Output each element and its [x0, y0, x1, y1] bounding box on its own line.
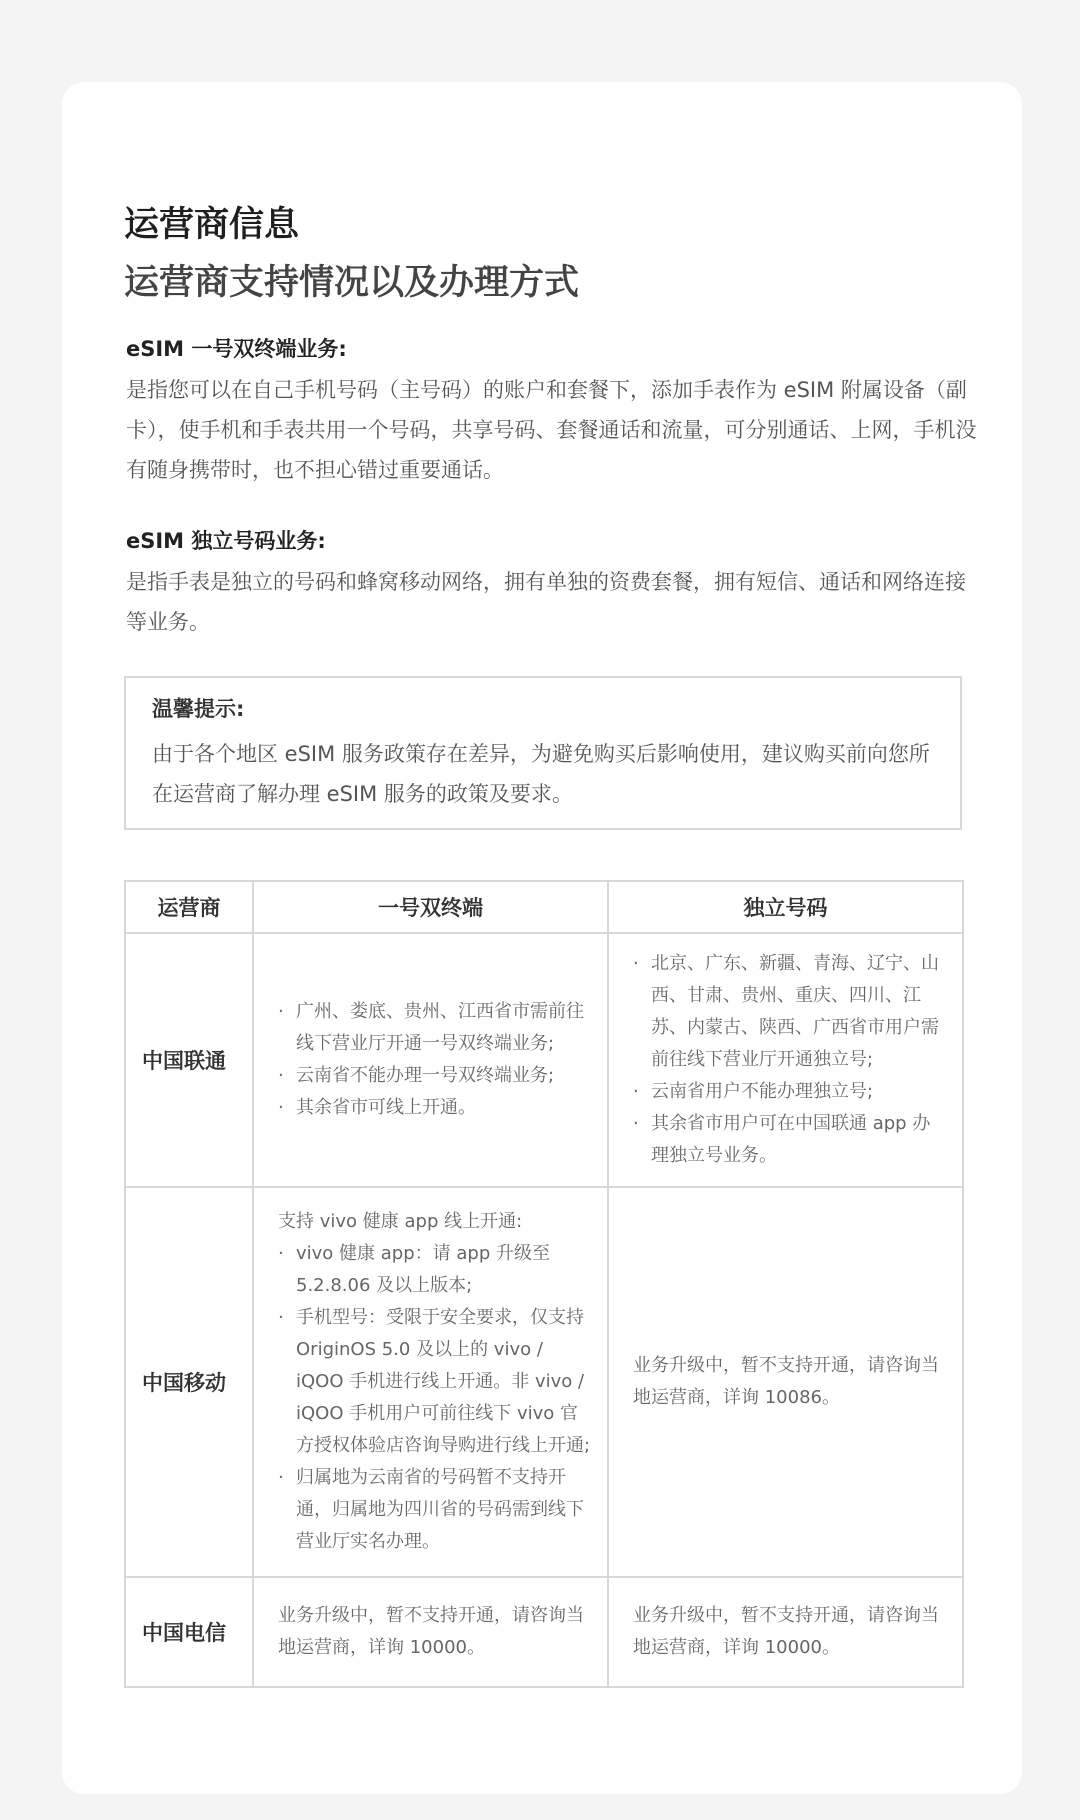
- list-item-text: 云南省用户不能办理独立号;: [651, 1081, 874, 1102]
- bullet: ·: [278, 1097, 284, 1118]
- bullet: ·: [278, 1307, 284, 1328]
- bullet: ·: [278, 1001, 284, 1022]
- dual-terminal-section: [124, 334, 984, 490]
- page-subtitle: 运营商支持情况以及办理方式: [124, 263, 580, 303]
- header-dual-terminal: 一号双终端: [253, 881, 608, 933]
- list-item: [278, 996, 593, 1060]
- unicom-dual-cell: [253, 933, 608, 1187]
- carrier-table: [124, 880, 964, 1688]
- unicom-independent-cell: [608, 933, 963, 1187]
- list-item: [278, 1060, 593, 1092]
- bullet: ·: [633, 953, 639, 974]
- tip-description: 由于各个地区 eSIM 服务政策存在差异，为避免购买后影响使用，建议购买前向您所在运营商了解办理 eSIM 服务的政策及要求。: [152, 742, 930, 806]
- independent-number-heading: eSIM 独立号码业务:: [126, 529, 326, 553]
- carrier-name-telecom: 中国电信: [125, 1577, 253, 1687]
- telecom-dual-cell: 业务升级中，暂不支持开通，请咨询当地运营商，详询 10000。: [253, 1577, 608, 1687]
- header-independent-number: 独立号码: [608, 881, 963, 933]
- list-item: [633, 948, 948, 1076]
- list-item: [278, 1302, 593, 1462]
- content-area: [124, 200, 984, 1688]
- list-item: [633, 1108, 948, 1172]
- table-header-row: [125, 881, 963, 933]
- bullet: ·: [278, 1065, 284, 1086]
- independent-number-description: 是指手表是独立的号码和蜂窝移动网络，拥有单独的资费套餐，拥有短信、通话和网络连接等业务。: [126, 570, 966, 634]
- dual-terminal-heading: eSIM 一号双终端业务:: [126, 337, 347, 361]
- page-title: 运营商信息: [124, 205, 300, 245]
- list-item-text: 北京、广东、新疆、青海、辽宁、山西、甘肃、贵州、重庆、四川、江苏、内蒙古、陕西、广西省市用户需前往线下营业厅开通独立号;: [651, 953, 939, 1070]
- list-item: [633, 1076, 948, 1108]
- list-item: [278, 1092, 593, 1124]
- list-item-text: 广州、娄底、贵州、江西省市需前往线下营业厅开通一号双终端业务;: [296, 1001, 584, 1054]
- dual-terminal-description: 是指您可以在自己手机号码（主号码）的账户和套餐下，添加手表作为 eSIM 附属设备（副卡），使手机和手表共用一个号码，共享号码、套餐通话和流量，可分别通话、上网，手机没有随身携带时，也不担心错过重要通话。: [126, 378, 977, 482]
- telecom-independent-cell: 业务升级中，暂不支持开通，请咨询当地运营商，详询 10000。: [608, 1577, 963, 1687]
- carrier-name-unicom: 中国联通: [125, 933, 253, 1187]
- list-item: [278, 1462, 593, 1558]
- carrier-name-mobile: 中国移动: [125, 1187, 253, 1577]
- list-item-text: 云南省不能办理一号双终端业务;: [296, 1065, 555, 1086]
- tip-box: [124, 676, 962, 830]
- mobile-dual-intro: 支持 vivo 健康 app 线上开通:: [278, 1211, 523, 1232]
- mobile-dual-cell: [253, 1187, 608, 1577]
- list-item-text: 其余省市用户可在中国联通 app 办理独立号业务。: [651, 1113, 931, 1166]
- list-item-text: vivo 健康 app：请 app 升级至 5.2.8.06 及以上版本;: [296, 1243, 550, 1296]
- list-item-text: 手机型号：受限于安全要求，仅支持 OriginOS 5.0 及以上的 vivo / iQOO 手机进行线上开通。非 vivo / iQOO 手机用户可前往线下 vivo 官方授权体验店咨询导购进行线上开通;: [296, 1307, 591, 1456]
- table-row-unicom: [125, 933, 963, 1187]
- independent-number-section: [124, 526, 984, 642]
- bullet: ·: [278, 1467, 284, 1488]
- table-row-mobile: [125, 1187, 963, 1577]
- content-card: [62, 82, 1022, 1794]
- tip-heading: 温馨提示:: [152, 697, 245, 721]
- list-item: [278, 1238, 593, 1302]
- bullet: ·: [633, 1113, 639, 1134]
- bullet: ·: [633, 1081, 639, 1102]
- mobile-independent-cell: 业务升级中，暂不支持开通，请咨询当地运营商，详询 10086。: [608, 1187, 963, 1577]
- list-item-text: 归属地为云南省的号码暂不支持开通，归属地为四川省的号码需到线下营业厅实名办理。: [296, 1467, 584, 1552]
- bullet: ·: [278, 1243, 284, 1264]
- list-item-text: 其余省市可线上开通。: [296, 1097, 476, 1118]
- table-row-telecom: [125, 1577, 963, 1687]
- header-carrier: 运营商: [125, 881, 253, 933]
